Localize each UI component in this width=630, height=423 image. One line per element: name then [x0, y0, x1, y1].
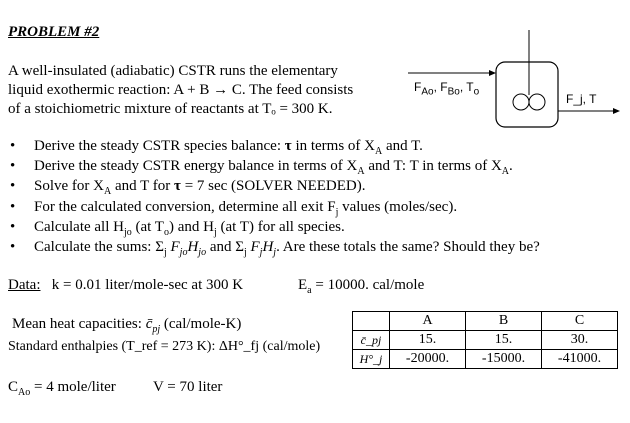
- cstr-diagram: [0, 0, 630, 140]
- outlet-label: F_j, T: [566, 92, 597, 106]
- bullet-5: • Calculate all $H_{jo}$ (at $T_o$) and $H_j$ (at T) for all species.: [10, 219, 345, 238]
- properties-table: [352, 311, 618, 369]
- feed-concentration: $C_{Ao} = 4$ mole/liter: [8, 379, 116, 398]
- inlet-arrowhead: [489, 70, 496, 76]
- bullet-6: • Calculate the sums: $\Sigma_j$ $F_{jo}H_{jo}$ and $\Sigma_j$ $F_jH_j$. Are these totals the same? Should they be?: [10, 239, 540, 258]
- table-row: H°_j -20000. -15000. -41000.: [353, 350, 618, 369]
- reactor-vessel: [496, 62, 558, 127]
- heat-capacity-label: Mean heat capacities: $c̄_{pj}$ (cal/mole-K): [12, 316, 242, 335]
- activation-energy: $E_a = 10000$. cal/mole: [298, 277, 425, 296]
- table-header-row: A B C: [353, 312, 618, 331]
- intro-line: A well-insulated (adiabatic) CSTR runs the elementary: [8, 63, 338, 79]
- bullet-4: • For the calculated conversion, determine all exit $F_j$ values (moles/sec).: [10, 199, 458, 218]
- data-label: Data:: [8, 277, 41, 293]
- intro-line: of a stoichiometric mixture of reactants at Tₒ = 300 K.: [8, 101, 333, 117]
- data-line: [8, 277, 243, 294]
- problem-title: PROBLEM #2: [8, 24, 100, 40]
- row-label: H°_j: [353, 350, 390, 369]
- outlet-arrowhead: [613, 108, 620, 114]
- intro-line: liquid exothermic reaction: A + B → C. The feed consists: [8, 82, 354, 98]
- bullet-1: • Derive the steady CSTR species balance: τ in terms of $X_A$ and T.: [10, 138, 423, 157]
- table-row: c̄_pj 15. 15. 30.: [353, 331, 618, 350]
- bullet-2: • Derive the steady CSTR energy balance in terms of $X_A$ and T: T in terms of $X_A$.: [10, 158, 513, 177]
- inlet-label: $F_{Ao}$, $F_{Bo}$, $T_o$: [414, 80, 480, 98]
- enthalpy-label: Standard enthalpies (T_ref = 273 K): ΔH°_fj (cal/mole): [8, 339, 321, 354]
- impeller-icon: [513, 94, 529, 110]
- rate-constant: k = 0.01 liter/mole-sec at 300 K: [51, 277, 244, 293]
- row-label: c̄_pj: [353, 331, 390, 350]
- bullet-3: • Solve for $X_A$ and T for τ = 7 sec (SOLVER NEEDED).: [10, 178, 366, 197]
- impeller-icon: [529, 94, 545, 110]
- reactor-volume: V = 70 liter: [153, 379, 223, 395]
